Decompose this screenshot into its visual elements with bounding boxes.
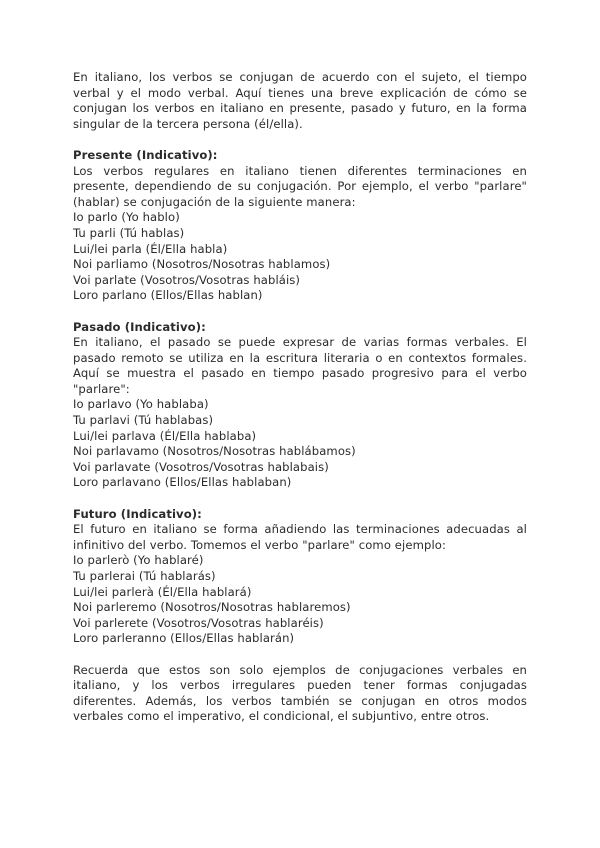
section-title: Futuro (Indicativo): xyxy=(73,506,202,521)
conjugation-item: Noi parleremo (Nosotros/Nosotras hablaremos) xyxy=(73,600,351,615)
section-pasado xyxy=(73,320,527,492)
intro-paragraph: En italiano, los verbos se conjugan de acuerdo con el sujeto, el tiempo verbal y el modo verbal. Aquí tienes una breve explicación de cómo se conjugan los verbos en italiano en presente, pasado y futuro, en la forma singular de la tercera persona (él/ella). xyxy=(73,70,527,131)
section-intro: El futuro en italiano se forma añadiendo las terminaciones adecuadas al infinitivo del verbo. Tomemos el verbo "parlare" como ejemplo: xyxy=(73,522,527,552)
document-page xyxy=(73,70,527,741)
conjugation-item: Voi parlerete (Vosotros/Vosotras hablaréis) xyxy=(73,615,324,630)
section-title: Pasado (Indicativo): xyxy=(73,319,206,334)
conjugation-item: Io parlo (Yo hablo) xyxy=(73,210,180,225)
conjugation-item: Voi parlate (Vosotros/Vosotras habláis) xyxy=(73,272,301,287)
conjugation-item: Tu parlerai (Tú hablarás) xyxy=(73,569,216,583)
section-futuro xyxy=(73,507,527,647)
conjugation-item: Lui/lei parlava (Él/Ella hablaba) xyxy=(73,428,257,443)
conjugation-item: Tu parlavi (Tú hablabas) xyxy=(73,413,214,428)
section-intro: Los verbos regulares en italiano tienen diferentes terminaciones en presente, dependiendo de su conjugación. Por ejemplo, el verbo "parlare" (hablar) se conjugación de la siguiente manera: xyxy=(73,163,527,209)
section-intro: En italiano, el pasado se puede expresar de varias formas verbales. El pasado remoto se utiliza en la escritura literaria o en contextos formales. Aquí se muestra el pasado en tiempo pasado progresivo para el verbo "parlare": xyxy=(73,335,527,396)
conjugation-item: Io parlerò (Yo hablaré) xyxy=(73,553,204,568)
conjugation-list xyxy=(73,210,527,304)
conjugation-item: Lui/lei parlerà (Él/Ella hablará) xyxy=(73,584,252,599)
conjugation-item: Loro parlavano (Ellos/Ellas hablaban) xyxy=(73,475,292,490)
section-presente xyxy=(73,148,527,304)
conjugation-item: Loro parleranno (Ellos/Ellas hablarán) xyxy=(73,631,295,646)
conjugation-item: Noi parlavamo (Nosotros/Nosotras hablábamos) xyxy=(73,444,356,459)
conjugation-item: Noi parliamo (Nosotros/Nosotras hablamos) xyxy=(73,257,331,272)
section-title: Presente (Indicativo): xyxy=(73,147,218,162)
closing-paragraph: Recuerda que estos son solo ejemplos de conjugaciones verbales en italiano, y los verbos irregulares pueden tener formas conjugadas diferentes. Además, los verbos también se conjugan en otros modos verbales como el imperativo, el condicional, el subjuntivo, entre otros. xyxy=(73,662,527,724)
conjugation-item: Voi parlavate (Vosotros/Vosotras hablabais) xyxy=(73,459,329,474)
conjugation-list xyxy=(73,397,527,491)
conjugation-item: Loro parlano (Ellos/Ellas hablan) xyxy=(73,288,263,303)
conjugation-item: Lui/lei parla (Él/Ella habla) xyxy=(73,241,228,256)
conjugation-item: Tu parli (Tú hablas) xyxy=(73,225,185,240)
conjugation-item: Io parlavo (Yo hablaba) xyxy=(73,397,209,412)
conjugation-list xyxy=(73,553,527,647)
